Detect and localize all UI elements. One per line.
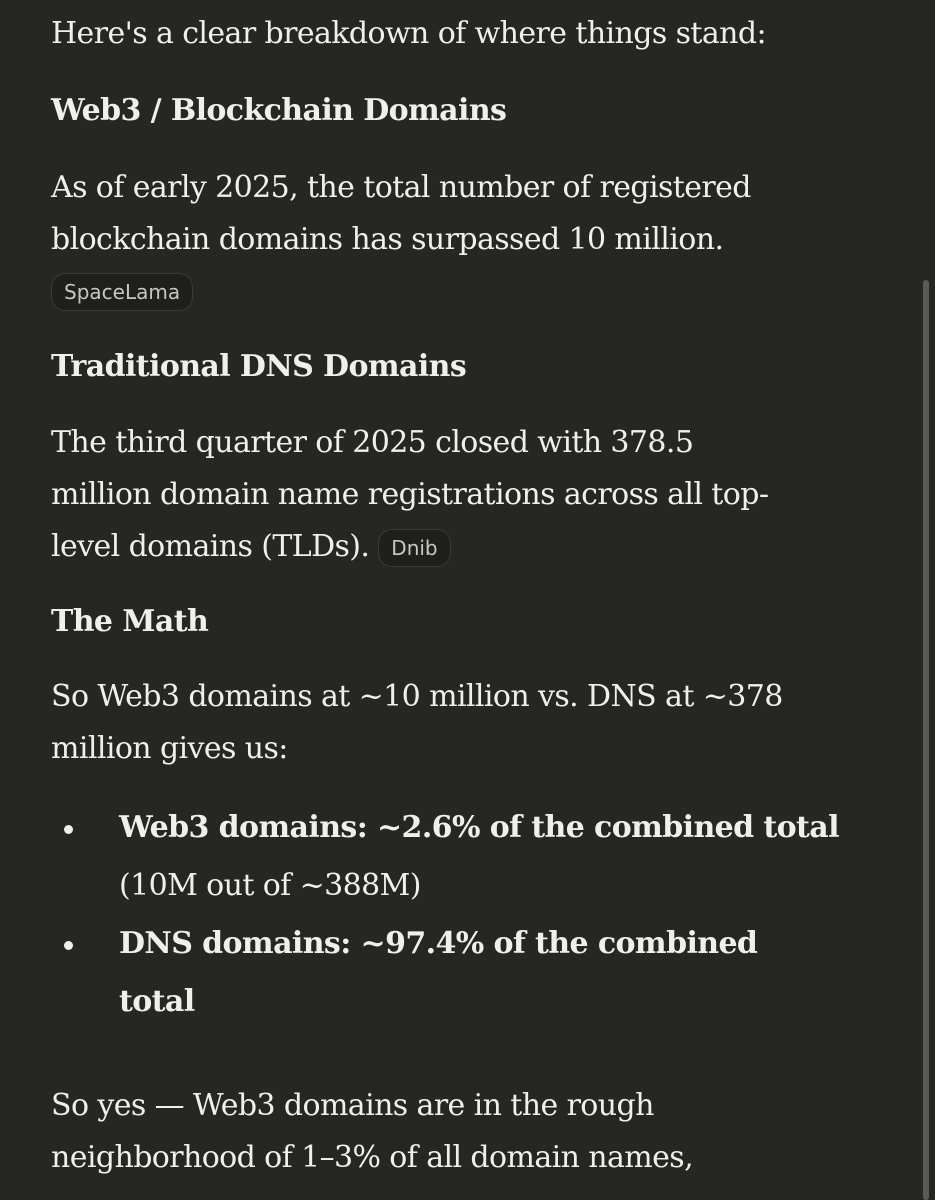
results-list	[51, 799, 839, 1031]
heading-math: The Math	[51, 604, 209, 639]
heading-dns: Traditional DNS Domains	[51, 349, 467, 384]
conclusion-line-1: So yes — Web3 domains are in the rough	[51, 1088, 654, 1123]
web3-text-line-1: As of early 2025, the total number of registered	[51, 170, 751, 205]
bullet-icon	[64, 941, 73, 950]
list-item	[51, 915, 839, 1031]
dns-share-bold-line-1: DNS domains: ~97.4% of the combined	[119, 926, 758, 961]
dns-share-bold-line-2: total	[119, 984, 195, 1019]
intro-text: Here's a clear breakdown of where things stand:	[51, 16, 766, 51]
web3-citation-wrap	[51, 273, 193, 311]
list-item	[51, 799, 839, 915]
conclusion-line-2: neighborhood of 1–3% of all domain names,	[51, 1140, 694, 1175]
web3-share-detail: (10M out of ~388M)	[119, 868, 421, 903]
dns-text-line-3-text: level domains (TLDs).	[51, 529, 370, 564]
math-text-line-2: million gives us:	[51, 731, 288, 766]
dns-text-line-3	[51, 521, 451, 573]
web3-share-bold: Web3 domains: ~2.6% of the combined total	[119, 810, 839, 845]
vertical-scrollbar[interactable]	[923, 280, 929, 1200]
heading-web3: Web3 / Blockchain Domains	[51, 93, 507, 128]
web3-text-line-2: blockchain domains has surpassed 10 million.	[51, 222, 724, 257]
dns-text-line-2: million domain name registrations across all top-	[51, 477, 769, 512]
citation-dnib[interactable]: Dnib	[378, 529, 450, 567]
bullet-icon	[64, 825, 73, 834]
citation-spacelama[interactable]: SpaceLama	[51, 273, 193, 311]
dns-text-line-1: The third quarter of 2025 closed with 378.5	[51, 425, 694, 460]
math-text-line-1: So Web3 domains at ~10 million vs. DNS at ~378	[51, 679, 783, 714]
